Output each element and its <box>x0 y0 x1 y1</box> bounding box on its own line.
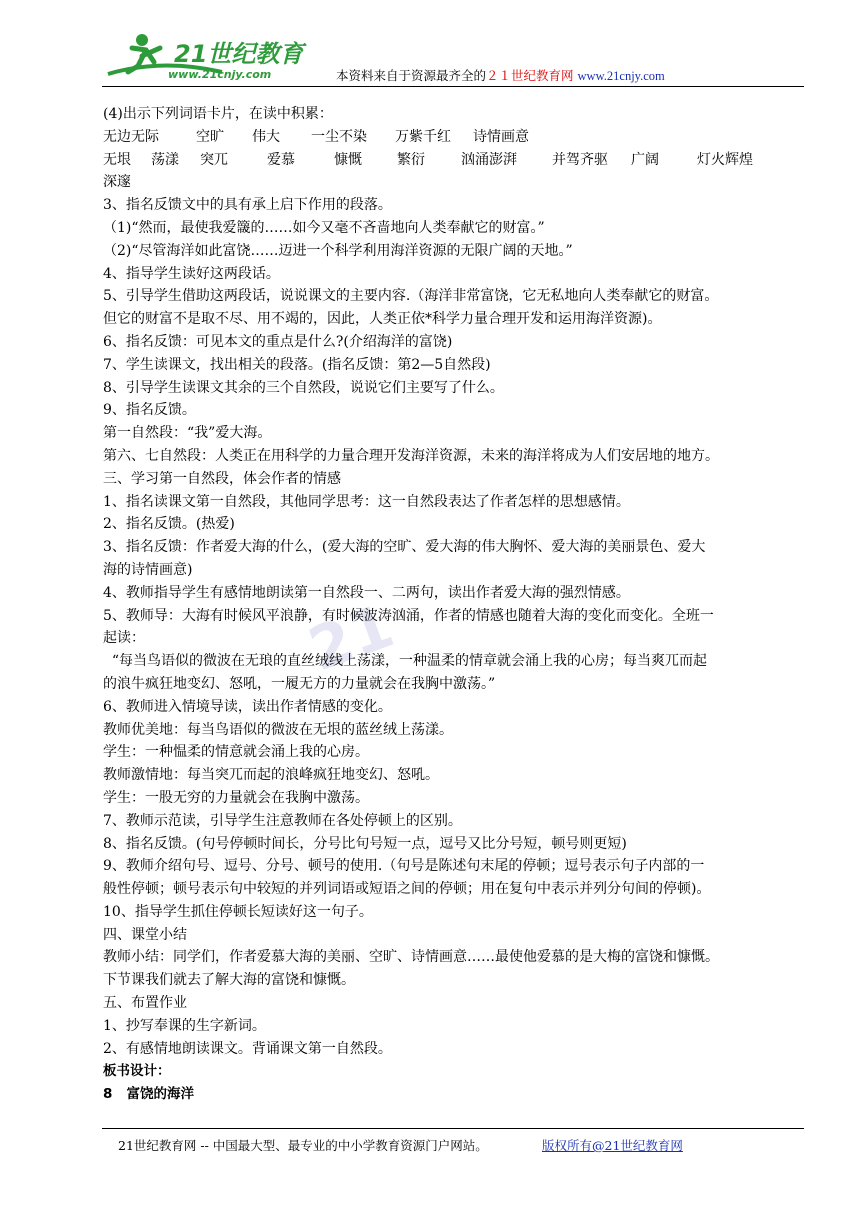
section-heading: 三、学习第一自然段，体会作者的情感 <box>103 470 341 487</box>
text-line: 4、教师指导学生有感情地朗读第一自然段一、二两句，读出作者爱大海的强烈情感。 <box>103 584 630 601</box>
footer-divider <box>102 1128 804 1129</box>
text-line: 下节课我们就去了解大海的富饶和慷慨。 <box>103 972 355 989</box>
vocab-word: 灯火辉煌 <box>697 151 753 168</box>
text-line: 3、指名反馈文中的具有承上启下作用的段落。 <box>103 197 392 214</box>
vocab-word: 伟大 <box>252 128 280 145</box>
text-line: 1、抄写奉课的生字新词。 <box>103 1017 266 1034</box>
vocab-word: 无垠 <box>103 151 131 168</box>
board-design-title: 8 富饶的海洋 <box>103 1086 194 1103</box>
vocab-word: 空旷 <box>196 128 224 145</box>
text-line: 学生：一股无穷的力量就会在我胸中激荡。 <box>103 789 369 806</box>
vocab-word: 并驾齐驱 <box>552 151 608 168</box>
vocab-word: 荡漾 <box>151 151 179 168</box>
svg-text:21: 21 <box>300 591 403 686</box>
vocab-word: 汹涌澎湃 <box>461 151 517 168</box>
logo-title: 21世纪教育 <box>174 40 304 68</box>
vocab-word: 突兀 <box>200 151 228 168</box>
text-line: （1)“然而，最使我爱簚的……如今又毫不吝啬地向人类奉献它的财富。” <box>103 219 545 236</box>
text-line: 但它的财富不是取不尽、用不竭的，因此，人类正依*科学力量合理开发和运用海洋资源)。 <box>103 311 662 328</box>
text-line: 5、教师导：大海有时候风平浪静，有时候波涛汹涌，作者的情感也随着大海的变化而变化。全班一 <box>103 607 714 624</box>
vocab-word: 万紫千红 <box>395 128 451 145</box>
text-line: （2)“尽管海洋如此富饶……迈进一个科学利用海洋资源的无限广阔的天地。” <box>103 242 573 259</box>
site-logo <box>102 28 312 84</box>
text-line: 5、引导学生借助这两段话，说说课文的主要内容.（海洋非常富饶，它无私地向人类奉献它的财富。 <box>103 288 719 305</box>
text-line: 起读： <box>103 630 145 647</box>
vocab-word: 无边无际 <box>103 128 159 145</box>
quote-line: “每当鸟语似的微波在无琅的直丝绒线上荡漾，一种温柔的情章就会涌上我的心房；每当爽兀而起 <box>103 653 708 670</box>
text-line: 教师优美地：每当鸟语似的微波在无垠的蓝丝绒上荡漾。 <box>103 721 453 738</box>
text-line: 教师激情地：每当突兀而起的浪峰疯狂地变幻、怒吼。 <box>103 767 439 784</box>
vocab-word: 繁衍 <box>397 151 425 168</box>
footer-text: 21世纪教育网 -- 中国最大型、最专业的中小学教育资源门户网站。 <box>118 1138 488 1153</box>
text-line: 2、有感情地朗读课文。背诵课文第一自然段。 <box>103 1040 392 1057</box>
header-note <box>336 66 665 84</box>
text-line: 6、指名反馈：可见本文的重点是什么?(介绍海洋的富饶) <box>103 333 453 350</box>
vocab-row-3: 深邃 <box>103 174 131 191</box>
text-line: 第一自然段：“我”爱大海。 <box>103 425 272 442</box>
vocab-word: 诗情画意 <box>473 128 529 145</box>
vocab-row-2 <box>103 149 763 172</box>
logo-url: www.21cnjy.com <box>168 68 272 81</box>
text-line: 1、指名读课文第一自然段，其他同学思考：这一自然段表达了作者怎样的思想感情。 <box>103 493 630 510</box>
text-line: 8、指名反馈。(句号停顿时间长，分号比句号短一点，逗号又比分号短，顿号则更短) <box>103 835 627 852</box>
text-line: 般性停顿；顿号表示句中较短的并列词语或短语之间的停顿；用在复句中表示并列分句间的停顿)。 <box>103 881 711 898</box>
document-body <box>103 103 763 1106</box>
vocab-intro: (4)出示下列词语卡片，在读中积累： <box>103 106 333 122</box>
text-line: 7、教师示范读，引导学生注意教师在各处停顿上的区别。 <box>103 812 462 829</box>
vocab-word: 一尘不染 <box>311 128 367 145</box>
section-heading: 五、布置作业 <box>103 995 187 1012</box>
header-note-prefix: 本资料来自于资源最齐全的 <box>336 68 487 83</box>
text-line: 7、学生读课文，找出相关的段落。(指名反馈：第2—5自然段) <box>103 356 491 373</box>
header-divider <box>102 86 804 87</box>
text-line: 2、指名反馈。(热爱) <box>103 516 235 533</box>
text-line: 10、指导学生抓住停顿长短读好这一句子。 <box>103 903 373 920</box>
vocab-word: 慷慨 <box>334 151 362 168</box>
text-line: 海的诗情画意) <box>103 561 193 578</box>
header-url[interactable]: www.21cnjy.com <box>577 69 665 83</box>
header-site-name[interactable]: ２１世纪教育网 <box>486 68 574 83</box>
text-line: 9、指名反馈。 <box>103 402 196 419</box>
text-line: 9、教师介绍句号、逗号、分号、顿号的使用.（句号是陈述句末尾的停顿；逗号表示句子内部的一 <box>103 858 705 875</box>
text-line: 教师小结：同学们，作者爱慕大海的美丽、空旷、诗情画意……最使他爱慕的是大梅的富饶和慷慨。 <box>103 949 719 966</box>
text-line: 4、指导学生读好这两段话。 <box>103 265 280 282</box>
board-design-label: 板书设计： <box>103 1063 171 1080</box>
quote-line: 的浪牛疯狂地变幻、怒吼，一履无方的力量就会在我胸中激荡。” <box>103 675 496 692</box>
text-line: 8、引导学生读课文其余的三个自然段，说说它们主要写了什么。 <box>103 379 504 396</box>
text-line: 第六、七自然段：人类正在用科学的力量合理开发海洋资源，未来的海洋将成为人们安居地的地方。 <box>103 447 719 464</box>
text-line: 6、教师进入情境导读，读出作者情感的变化。 <box>103 698 392 715</box>
vocab-row-1 <box>103 126 763 149</box>
section-heading: 四、课堂小结 <box>103 926 187 943</box>
text-line: 学生：一种愠柔的情意就会涌上我的心房。 <box>103 744 369 761</box>
vocab-word: 爱慕 <box>267 151 295 168</box>
vocab-word: 广阔 <box>631 151 659 168</box>
copyright-link[interactable]: 版权所有@21世纪教育网 <box>542 1138 683 1153</box>
page-footer <box>118 1136 683 1154</box>
text-line: 3、指名反馈：作者爱大海的什么，(爱大海的空旷、爱大海的伟大胸怀、爱大海的美丽景色、爱大 <box>103 539 706 556</box>
